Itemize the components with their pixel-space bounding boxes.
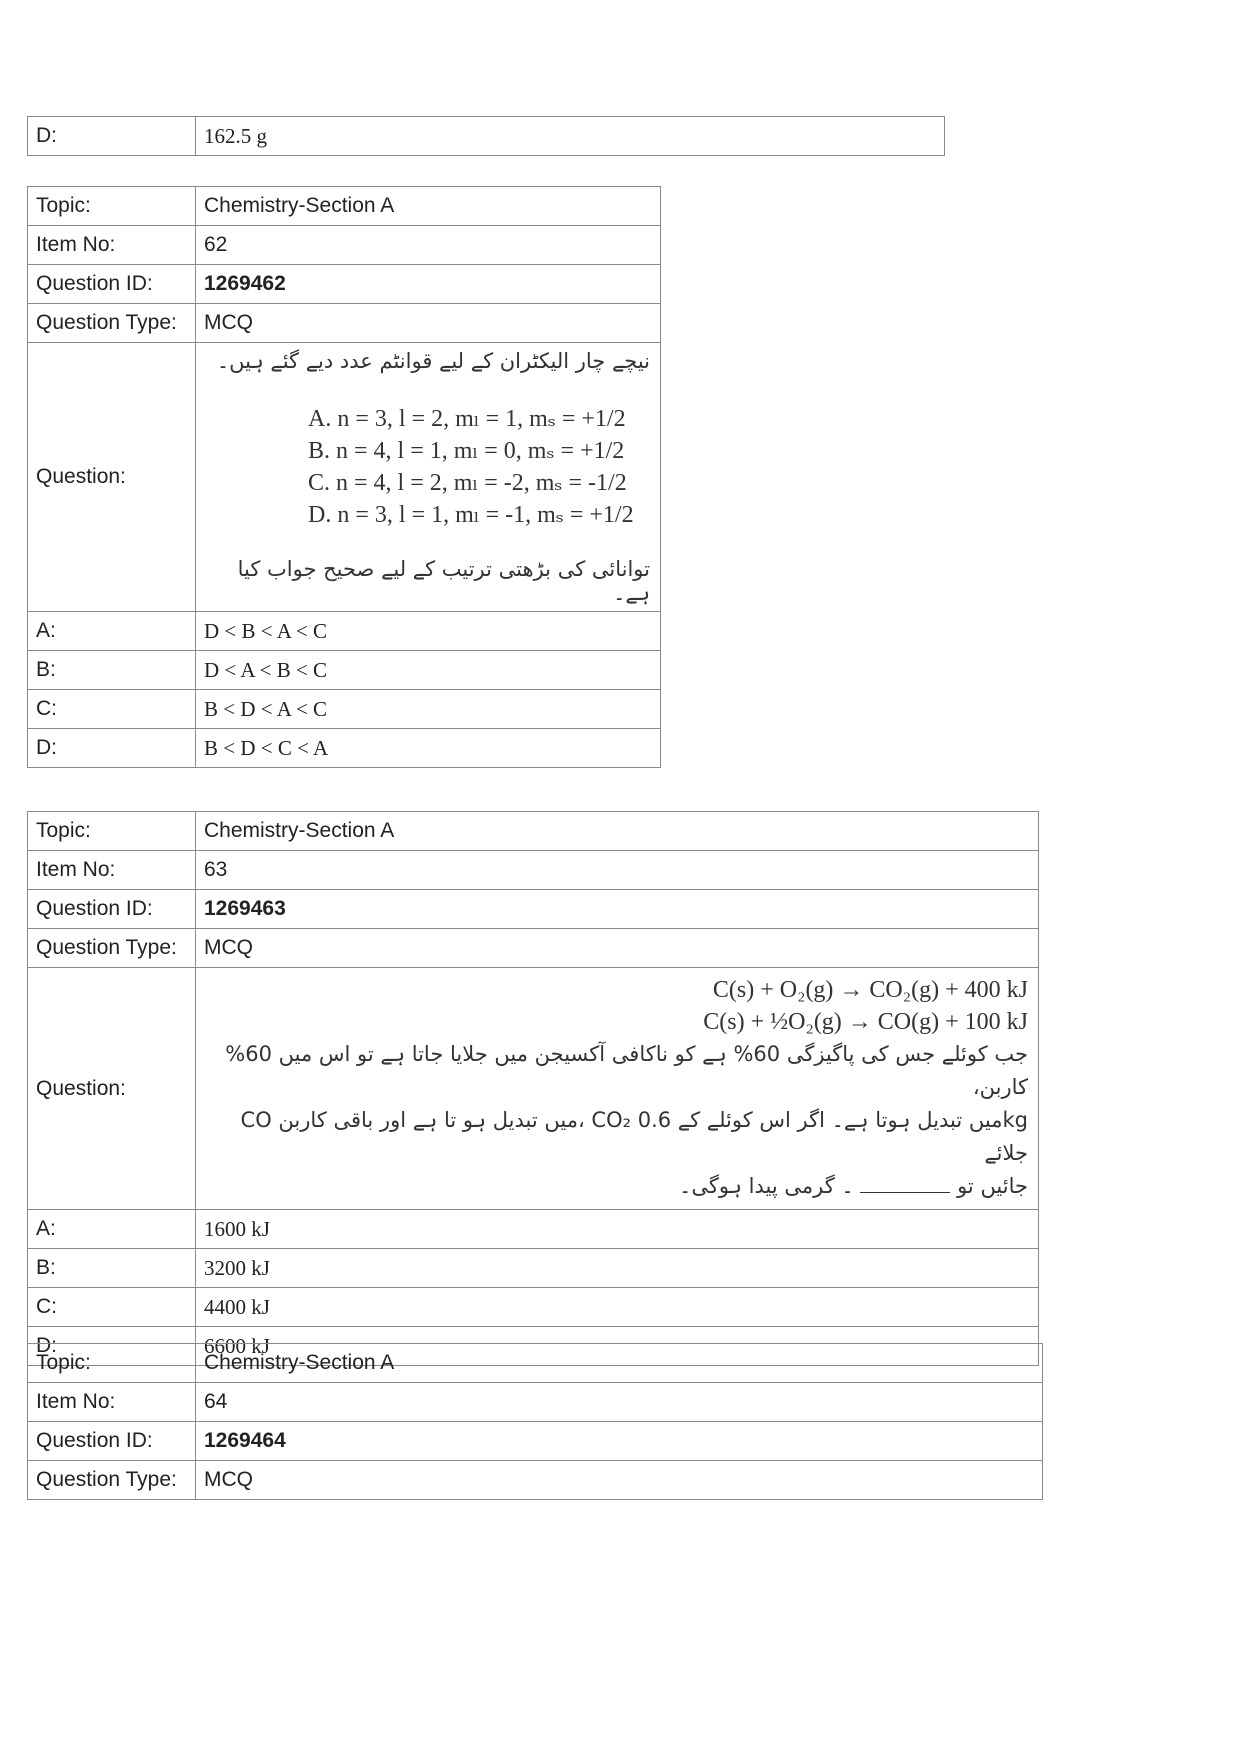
question-label: Question: bbox=[28, 343, 196, 612]
prev-question-fragment bbox=[27, 116, 945, 156]
qid-label: Question ID: bbox=[28, 1422, 196, 1461]
option-row-b bbox=[28, 1249, 1039, 1288]
question-text-start: جائیں تو bbox=[957, 1174, 1028, 1198]
qtype-row bbox=[28, 1461, 1043, 1500]
qid-row bbox=[28, 890, 1039, 929]
topic-label: Topic: bbox=[28, 187, 196, 226]
option-label: C: bbox=[28, 690, 196, 729]
topic-label: Topic: bbox=[28, 812, 196, 851]
qid-label: Question ID: bbox=[28, 890, 196, 929]
option-value: 162.5 g bbox=[196, 117, 945, 156]
quantum-line-a: A. n = 3, l = 2, mₗ = 1, mₛ = +1/2 bbox=[308, 406, 626, 432]
question-text-line-3 bbox=[206, 1170, 1028, 1203]
option-value: 4400 kJ bbox=[196, 1288, 1039, 1327]
qtype-label: Question Type: bbox=[28, 304, 196, 343]
topic-row bbox=[28, 812, 1039, 851]
option-row-c bbox=[28, 1288, 1039, 1327]
option-value: 6600 kJ bbox=[196, 1327, 1039, 1366]
qid-row bbox=[28, 265, 661, 304]
option-row-a bbox=[28, 1210, 1039, 1249]
item-label: Item No: bbox=[28, 1383, 196, 1422]
item-value: 62 bbox=[196, 226, 661, 265]
equation-1: C(s) + O₂(g) → CO₂(g) + 400 kJ bbox=[712, 977, 1028, 1003]
quantum-line-b: B. n = 4, l = 1, mₗ = 0, mₛ = +1/2 bbox=[308, 438, 625, 464]
option-label: B: bbox=[28, 1249, 196, 1288]
option-value: D < B < A < C bbox=[196, 612, 661, 651]
qtype-value: MCQ bbox=[196, 1461, 1043, 1500]
answer-blank bbox=[860, 1192, 950, 1193]
option-value: 3200 kJ bbox=[196, 1249, 1039, 1288]
option-row-a bbox=[28, 612, 661, 651]
qtype-row bbox=[28, 304, 661, 343]
topic-row bbox=[28, 187, 661, 226]
qid-row bbox=[28, 1422, 1043, 1461]
option-label: D: bbox=[28, 117, 196, 156]
qtype-value: MCQ bbox=[196, 304, 661, 343]
question-63-table bbox=[27, 811, 1039, 1366]
option-row-b bbox=[28, 651, 661, 690]
option-label: A: bbox=[28, 1210, 196, 1249]
quantum-list bbox=[206, 403, 650, 531]
option-label: D: bbox=[28, 1327, 196, 1366]
topic-value: Chemistry-Section A bbox=[196, 1344, 1043, 1383]
item-label: Item No: bbox=[28, 851, 196, 890]
question-body bbox=[196, 968, 1039, 1210]
option-value: B < D < C < A bbox=[196, 729, 661, 768]
item-row bbox=[28, 226, 661, 265]
option-label: C: bbox=[28, 1288, 196, 1327]
qtype-row bbox=[28, 929, 1039, 968]
question-text-line-1: جب کوئلے جس کی پاگیزگی 60% ہے کو ناکافی آکسیجن میں جلایا جاتا ہے تو اس میں 60% کاربن، bbox=[225, 1042, 1028, 1099]
item-label: Item No: bbox=[28, 226, 196, 265]
qtype-label: Question Type: bbox=[28, 929, 196, 968]
qid-value: 1269463 bbox=[196, 890, 1039, 929]
question-64-table bbox=[27, 1343, 1043, 1500]
question-row bbox=[28, 343, 661, 612]
qid-label: Question ID: bbox=[28, 265, 196, 304]
question-intro: نیچے چار الیکٹران کے لیے قوانٹم عدد دیے گئے ہیں۔ bbox=[216, 349, 650, 373]
item-value: 63 bbox=[196, 851, 1039, 890]
option-row-d bbox=[28, 729, 661, 768]
item-row bbox=[28, 1383, 1043, 1422]
item-value: 64 bbox=[196, 1383, 1043, 1422]
option-row-d bbox=[28, 117, 945, 156]
quantum-line-d: D. n = 3, l = 1, mₗ = -1, mₛ = +1/2 bbox=[308, 502, 634, 528]
quantum-line-c: C. n = 4, l = 2, mₗ = -2, mₛ = -1/2 bbox=[308, 470, 627, 496]
question-text-end: ۔ گرمی پیدا ہوگی۔ bbox=[679, 1174, 854, 1198]
option-label: D: bbox=[28, 729, 196, 768]
topic-value: Chemistry-Section A bbox=[196, 812, 1039, 851]
topic-value: Chemistry-Section A bbox=[196, 187, 661, 226]
item-row bbox=[28, 851, 1039, 890]
option-label: B: bbox=[28, 651, 196, 690]
option-value: 1600 kJ bbox=[196, 1210, 1039, 1249]
question-label: Question: bbox=[28, 968, 196, 1210]
qtype-value: MCQ bbox=[196, 929, 1039, 968]
question-text-line-2: CO میں تبدیل ہو تا ہے اور باقی کاربن، CO₂ میں تبدیل ہوتا ہے۔ اگر اس کوئلے کے 0.6kg جلائے bbox=[240, 1108, 1028, 1165]
option-label: A: bbox=[28, 612, 196, 651]
question-62-table bbox=[27, 186, 661, 768]
question-row bbox=[28, 968, 1039, 1210]
option-value: D < A < B < C bbox=[196, 651, 661, 690]
question-outro: توانائی کی بڑھتی ترتیب کے لیے صحیح جواب کیا ہے۔ bbox=[237, 557, 650, 605]
qid-value: 1269464 bbox=[196, 1422, 1043, 1461]
question-body bbox=[196, 343, 661, 612]
topic-label: Topic: bbox=[28, 1344, 196, 1383]
topic-row bbox=[28, 1344, 1043, 1383]
qtype-label: Question Type: bbox=[28, 1461, 196, 1500]
option-value: B < D < A < C bbox=[196, 690, 661, 729]
equation-2: C(s) + ½O₂(g) → CO(g) + 100 kJ bbox=[703, 1009, 1028, 1035]
option-row-c bbox=[28, 690, 661, 729]
qid-value: 1269462 bbox=[196, 265, 661, 304]
